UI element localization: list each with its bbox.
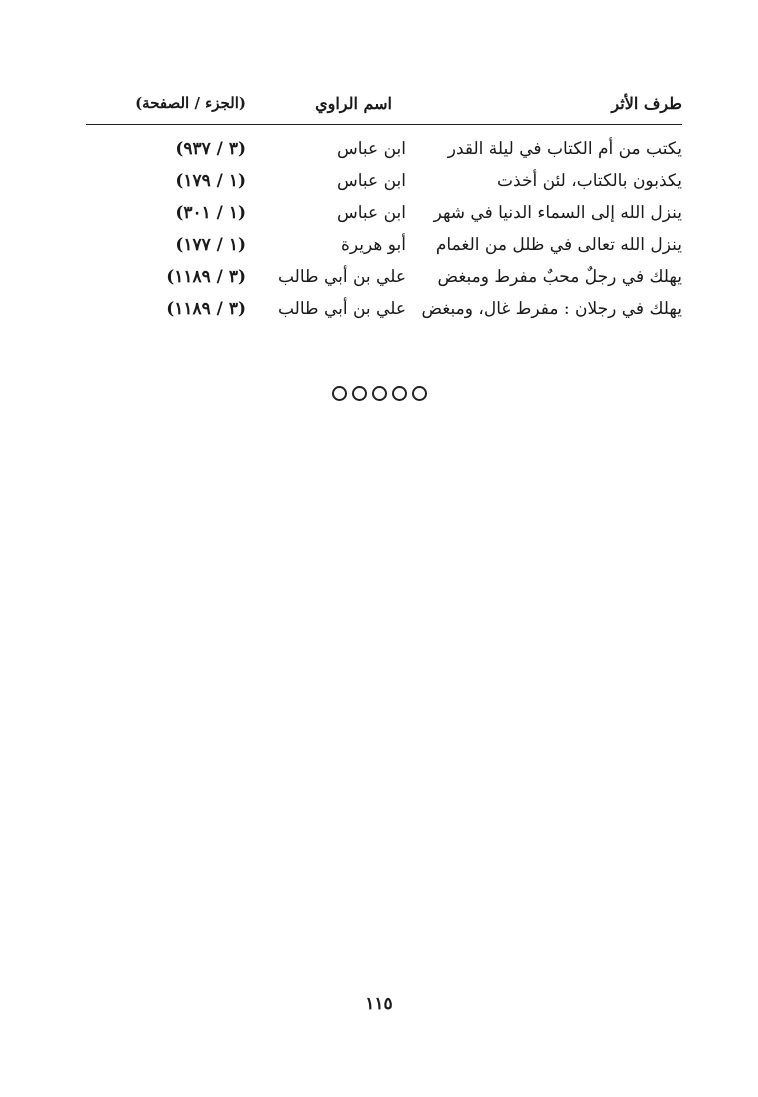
narrator-name: علي بن أبي طالب: [277, 267, 406, 287]
header-volume-page: (الجزء / الصفحة): [135, 94, 246, 112]
volume-page-ref: (١ / ١٧٩): [175, 171, 246, 191]
circle-icon: [372, 386, 387, 401]
section-divider: [0, 386, 758, 401]
circle-icon: [412, 386, 427, 401]
volume-page-ref: (١ / ٣٠١): [175, 203, 246, 223]
narrator-name: أبو هريرة: [340, 235, 406, 255]
athar-first-words: يهلك في رجلان : مفرط غال، ومبغض: [421, 299, 682, 319]
table-header: [86, 88, 682, 118]
volume-page-ref: (١ / ١٧٧): [175, 235, 246, 255]
table-row: [86, 293, 682, 325]
header-narrator: اسم الراوي: [315, 93, 392, 113]
athar-first-words: ينزل الله تعالى في ظلل من الغمام: [435, 235, 682, 255]
header-rule: [86, 124, 682, 125]
circle-icon: [352, 386, 367, 401]
athar-first-words: يكذبون بالكتاب، لئن أخذت: [497, 171, 682, 191]
athar-first-words: يكتب من أم الكتاب في ليلة القدر: [447, 139, 682, 159]
table-row: [86, 133, 682, 165]
circle-icon: [392, 386, 407, 401]
volume-page-ref: (٣ / ١١٨٩): [166, 267, 246, 287]
header-first-words: طرف الأثر: [611, 93, 682, 113]
narrator-name: علي بن أبي طالب: [277, 299, 406, 319]
narrator-name: ابن عباس: [336, 171, 406, 191]
narrator-name: ابن عباس: [336, 203, 406, 223]
table-row: [86, 229, 682, 261]
volume-page-ref: (٣ / ٩٣٧): [175, 139, 246, 159]
narrator-name: ابن عباس: [336, 139, 406, 159]
athar-index-table: [86, 88, 682, 325]
table-row: [86, 165, 682, 197]
table-row: [86, 261, 682, 293]
table-row: [86, 197, 682, 229]
circle-icon: [332, 386, 347, 401]
volume-page-ref: (٣ / ١١٨٩): [166, 299, 246, 319]
athar-first-words: ينزل الله إلى السماء الدنيا في شهر: [433, 203, 682, 223]
page-number: ١١٥: [365, 994, 393, 1014]
athar-first-words: يهلك في رجلٌ محبٌ مفرط ومبغض: [437, 267, 682, 287]
